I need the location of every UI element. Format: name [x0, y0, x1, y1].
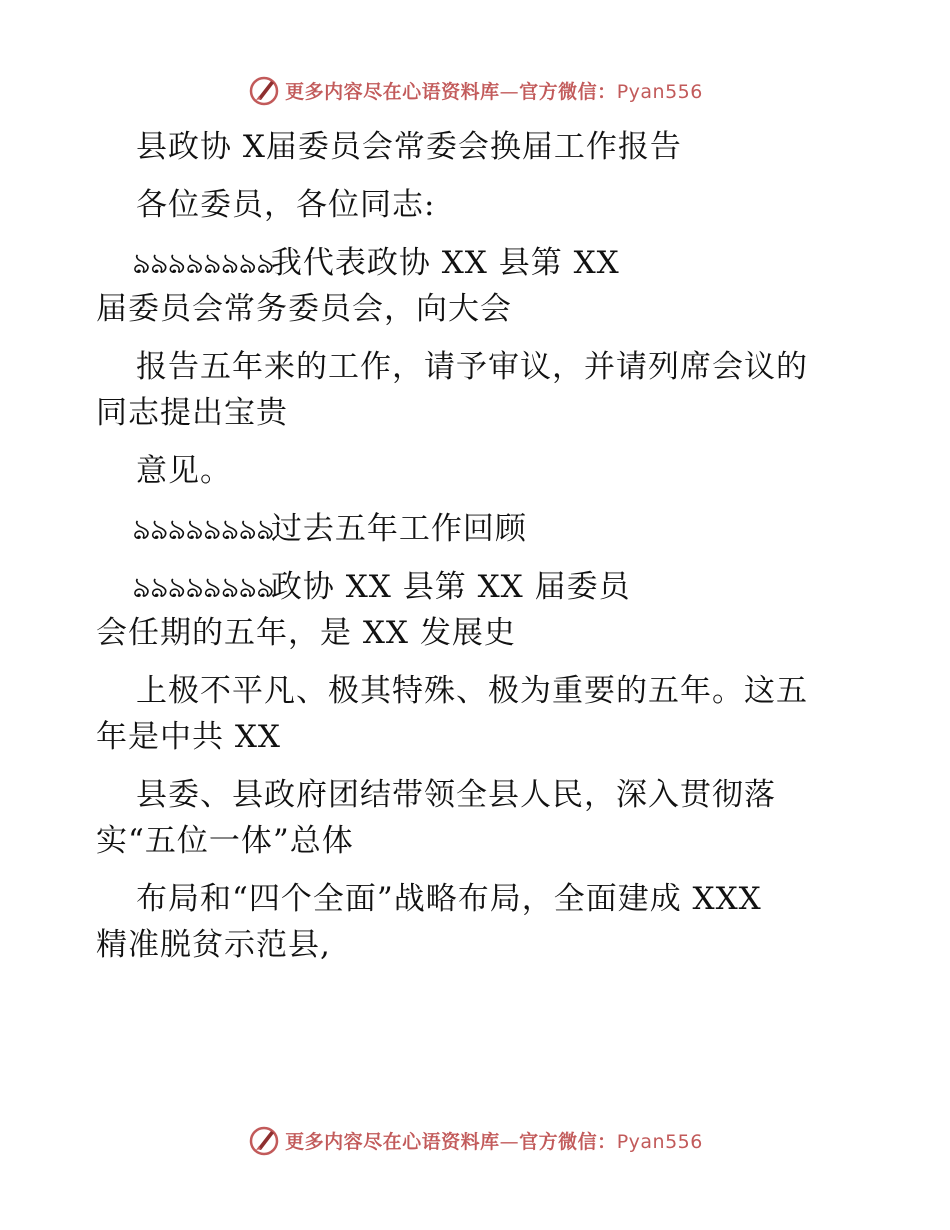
- document-line: [96, 876, 856, 922]
- document-line: [96, 668, 856, 714]
- document-line-text: 同志提出宝贵: [96, 395, 288, 431]
- document-line: [96, 564, 856, 610]
- banner-id: Pyan556: [616, 80, 703, 103]
- document-line: [96, 240, 856, 286]
- banner-dash: —: [499, 80, 520, 103]
- document-line: [96, 182, 856, 228]
- document-line-text: 我代表政协 XX 县第 XX: [270, 245, 620, 281]
- ornament-glyphs-icon: ঌঌঌঌঌঌঌঌ: [132, 571, 275, 604]
- banner-dash: —: [499, 1130, 520, 1153]
- document-line: [96, 124, 856, 170]
- document-line-text: 政协 XX 县第 XX 届委员: [270, 569, 631, 605]
- document-line-text: 县政协 X届委员会常委会换届工作报告: [136, 129, 682, 165]
- banner-id: Pyan556: [616, 1130, 703, 1153]
- banner-text-cn: 更多内容尽在心语资料库: [285, 80, 500, 103]
- document-line-text: 届委员会常务委员会，向大会: [96, 291, 512, 327]
- document-line-text: 实“五位一体”总体: [96, 823, 354, 859]
- document-line-text: 县委、县政府团结带领全县人民，深入贯彻落: [136, 777, 776, 813]
- banner-text: [285, 1127, 703, 1154]
- document-line-text: 布局和“四个全面”战略布局，全面建成 XXX: [136, 881, 762, 917]
- document-line-text: 精准脱贫示范县,: [96, 927, 331, 963]
- document-line: [96, 506, 856, 552]
- document-line-text: 意见。: [136, 453, 232, 489]
- document-line-text: 过去五年工作回顾: [270, 511, 527, 547]
- ornament-glyphs-icon: ঌঌঌঌঌঌঌঌ: [132, 247, 275, 280]
- document-line: [96, 390, 856, 436]
- document-line: [96, 344, 856, 390]
- banner-text: [285, 77, 703, 104]
- document-line: [96, 286, 856, 332]
- document-line: [96, 448, 856, 494]
- document-line-text: 年是中共 XX: [96, 719, 281, 755]
- document-line: [96, 922, 856, 968]
- footer-watermark-banner: [0, 1120, 950, 1160]
- quill-pen-logo-icon: [247, 1123, 281, 1157]
- document-line-text: 报告五年来的工作，请予审议，并请列席会议的: [136, 349, 808, 385]
- ornament-glyphs-icon: ঌঌঌঌঌঌঌঌ: [132, 513, 275, 546]
- document-line: [96, 714, 856, 760]
- quill-pen-logo-icon: [247, 73, 281, 107]
- banner-official: 官方微信：: [519, 1130, 617, 1153]
- document-line: [96, 772, 856, 818]
- document-body: [96, 124, 856, 968]
- document-line: [96, 610, 856, 656]
- document-line: [96, 818, 856, 864]
- banner-text-cn: 更多内容尽在心语资料库: [285, 1130, 500, 1153]
- banner-official: 官方微信：: [519, 80, 617, 103]
- document-line-text: 会任期的五年，是 XX 发展史: [96, 615, 516, 651]
- document-line-text: 上极不平凡、极其特殊、极为重要的五年。这五: [136, 673, 808, 709]
- document-line-text: 各位委员，各位同志:: [136, 187, 436, 223]
- header-watermark-banner: [0, 70, 950, 110]
